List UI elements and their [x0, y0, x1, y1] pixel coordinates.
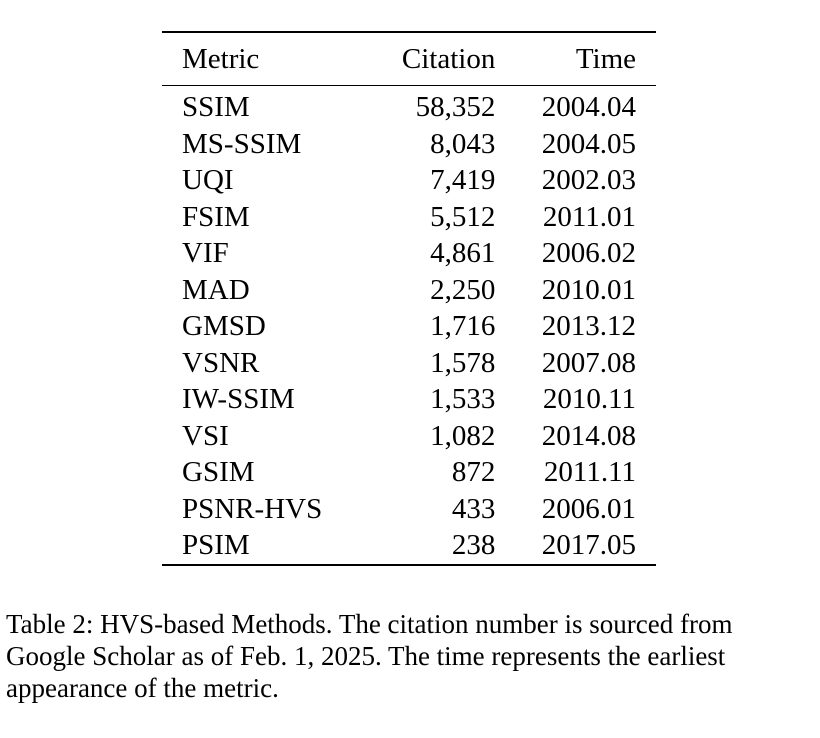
table-caption: Table 2: HVS-based Methods. The citation number is sourced from Google Scholar as of Feb. 1, 2025. The time represents the earliest appearance of the metric. — [6, 609, 733, 703]
table-body — [162, 89, 656, 602]
cell-citation: 1,533 — [430, 383, 496, 416]
table-row — [162, 272, 656, 309]
table-row — [162, 235, 656, 272]
bottom-rule — [162, 565, 656, 603]
cell-metric: MS-SSIM — [182, 127, 302, 160]
cell-citation: 1,082 — [430, 419, 496, 452]
cell-metric: MAD — [182, 273, 250, 306]
table-head — [162, 32, 656, 89]
cell-metric: VSI — [182, 419, 229, 452]
cell-time: 2010.01 — [541, 273, 636, 306]
cell-citation: 58,352 — [415, 91, 496, 124]
cell-time: 2002.03 — [541, 164, 636, 197]
bottom-rule-cell — [379, 565, 495, 603]
cell-time: 2004.04 — [541, 91, 636, 124]
table-row — [162, 527, 656, 565]
cell-metric: UQI — [182, 164, 234, 197]
cell-citation: 1,578 — [430, 346, 496, 379]
cell-citation: 7,419 — [430, 164, 496, 197]
table-row — [162, 454, 656, 491]
cell-metric: PSIM — [182, 529, 250, 562]
table-row — [162, 126, 656, 163]
cell-metric: VSNR — [182, 346, 260, 379]
hvs-methods-table — [162, 31, 656, 602]
table-row — [162, 345, 656, 382]
booktabs-table — [162, 31, 656, 602]
table-row — [162, 308, 656, 345]
cell-time: 2011.11 — [543, 456, 636, 489]
cell-citation: 8,043 — [430, 127, 496, 160]
cell-time: 2013.12 — [541, 310, 636, 343]
cell-metric: SSIM — [182, 91, 250, 124]
cell-time: 2017.05 — [541, 529, 636, 562]
cell-citation: 2,250 — [430, 273, 496, 306]
cell-metric: IW-SSIM — [182, 383, 295, 416]
cell-citation: 238 — [451, 529, 496, 562]
cell-citation: 4,861 — [430, 237, 496, 270]
cell-time: 2014.08 — [541, 419, 636, 452]
table-row — [162, 199, 656, 236]
bottom-rule-cell — [495, 565, 656, 603]
cell-time: 2004.05 — [541, 127, 636, 160]
cell-time: 2010.11 — [542, 383, 636, 416]
header-metric: Metric — [182, 43, 260, 75]
header-row — [162, 33, 656, 86]
header-citation: Citation — [401, 43, 496, 75]
cell-time: 2011.01 — [542, 200, 636, 233]
cell-metric: FSIM — [182, 200, 250, 233]
cell-time: 2007.08 — [541, 346, 636, 379]
cell-metric: PSNR-HVS — [182, 492, 323, 525]
cell-citation: 5,512 — [430, 200, 496, 233]
cell-citation: 433 — [451, 492, 496, 525]
cell-time: 2006.01 — [541, 492, 636, 525]
table-row — [162, 418, 656, 455]
cell-citation: 1,716 — [430, 310, 496, 343]
cell-metric: GSIM — [182, 456, 255, 489]
header-time: Time — [575, 43, 636, 75]
cell-citation: 872 — [451, 456, 496, 489]
bottom-rule-cell — [162, 565, 379, 603]
table-row — [162, 162, 656, 199]
cell-metric: VIF — [182, 237, 229, 270]
cell-time: 2006.02 — [541, 237, 636, 270]
table-row — [162, 381, 656, 418]
cell-metric: GMSD — [182, 310, 266, 343]
table-row — [162, 491, 656, 528]
table-row — [162, 89, 656, 126]
